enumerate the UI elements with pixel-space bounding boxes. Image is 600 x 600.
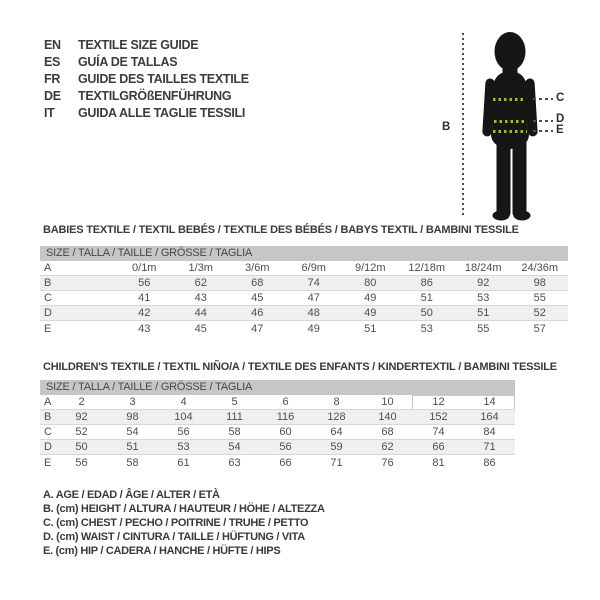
value-cell: 57 <box>533 322 546 335</box>
children-section-title: CHILDREN'S TEXTILE / TEXTIL NIÑO/A / TEXTILE DES ENFANTS / KINDERTEXTIL / BAMBINI TESSILE <box>43 361 557 373</box>
row-label: B <box>44 277 52 289</box>
value-cell: 92 <box>75 411 88 423</box>
size-header-row: SIZE / TALLA / TAILLE / GRÖSSE / TAGLIA <box>40 380 515 395</box>
value-cell: 52 <box>75 426 88 438</box>
size-cell: 0/1m <box>132 262 157 274</box>
table-row-a <box>40 395 515 410</box>
legend-line-d: D. (cm) WAIST / CINTURA / TAILLE / HÜFTUNG / VITA <box>43 531 305 543</box>
waist-leader-dashes <box>533 120 553 122</box>
row-label: C <box>44 426 52 438</box>
legend-line-e: E. (cm) HIP / CADERA / HANCHE / HÜFTE / HIPS <box>43 545 281 557</box>
value-cell: 104 <box>174 411 193 423</box>
value-cell: 59 <box>330 441 343 453</box>
value-cell: 74 <box>432 426 445 438</box>
babies-size-table <box>40 246 568 336</box>
value-cell: 98 <box>533 277 546 289</box>
language-row-de <box>44 88 249 105</box>
value-cell: 164 <box>480 411 499 423</box>
language-code: ES <box>44 55 61 69</box>
size-cell: 1/3m <box>188 262 213 274</box>
value-cell: 116 <box>276 411 295 423</box>
value-cell: 43 <box>138 322 151 335</box>
value-cell: 56 <box>279 441 292 453</box>
table-row-d <box>40 306 568 321</box>
child-measurement-figure <box>430 10 600 235</box>
table-row-e <box>40 455 515 470</box>
language-label: GUIDA ALLE TAGLIE TESSILI <box>78 106 246 120</box>
value-cell: 80 <box>364 277 377 289</box>
size-cell: 6/9m <box>301 262 326 274</box>
row-label: E <box>44 322 52 335</box>
value-cell: 64 <box>330 426 343 438</box>
table-row-a <box>40 261 568 276</box>
legend-line-c: C. (cm) CHEST / PECHO / POITRINE / TRUHE / PETTO <box>43 517 309 529</box>
size-cell: 2 <box>78 396 85 408</box>
size-cell: 12 <box>432 396 445 408</box>
row-label: D <box>44 441 52 453</box>
chest-leader-dashes <box>533 98 553 100</box>
value-cell: 60 <box>279 426 292 438</box>
size-header-row: SIZE / TALLA / TAILLE / GRÖSSE / TAGLIA <box>40 246 568 261</box>
children-size-table <box>40 380 515 470</box>
value-cell: 51 <box>420 292 433 304</box>
value-cell: 128 <box>327 411 346 423</box>
value-cell: 53 <box>420 322 433 335</box>
row-label: B <box>44 411 52 423</box>
language-row-es <box>44 54 249 71</box>
value-cell: 49 <box>364 307 377 319</box>
legend-line-a: A. AGE / EDAD / ÂGE / ALTER / ETÀ <box>43 489 220 501</box>
chest-measure-dashed-line <box>493 98 524 101</box>
value-cell: 92 <box>477 277 490 289</box>
value-cell: 81 <box>432 456 445 469</box>
language-label: TEXTILE SIZE GUIDE <box>78 38 199 52</box>
value-cell: 66 <box>432 441 445 453</box>
value-cell: 54 <box>126 426 139 438</box>
value-cell: 45 <box>251 292 264 304</box>
value-cell: 63 <box>228 456 241 469</box>
language-code: EN <box>44 38 61 52</box>
size-cell: 4 <box>180 396 187 408</box>
table-row-c <box>40 425 515 440</box>
size-cell: 5 <box>231 396 238 408</box>
value-cell: 61 <box>177 456 190 469</box>
measure-legend <box>43 488 325 558</box>
language-row-it <box>44 105 249 122</box>
hip-measure-dashed-line <box>493 130 527 133</box>
value-cell: 55 <box>533 292 546 304</box>
size-cell: 3/6m <box>245 262 270 274</box>
value-cell: 47 <box>307 292 320 304</box>
legend-line-b: B. (cm) HEIGHT / ALTURA / HAUTEUR / HÖHE / ALTEZZA <box>43 503 325 515</box>
row-label: D <box>44 307 52 319</box>
value-cell: 53 <box>477 292 490 304</box>
value-cell: 66 <box>279 456 292 469</box>
size-cell: 6 <box>282 396 289 408</box>
table-row-b <box>40 276 568 291</box>
value-cell: 86 <box>483 456 496 469</box>
language-list <box>44 37 249 122</box>
value-cell: 58 <box>228 426 241 438</box>
value-cell: 71 <box>483 441 496 453</box>
table-row-e <box>40 321 568 336</box>
size-cell: 3 <box>129 396 136 408</box>
value-cell: 49 <box>364 292 377 304</box>
value-cell: 74 <box>307 277 320 289</box>
size-cell: 10 <box>381 396 394 408</box>
table-row-b <box>40 410 515 425</box>
value-cell: 52 <box>533 307 546 319</box>
value-cell: 53 <box>177 441 190 453</box>
value-cell: 55 <box>477 322 490 335</box>
row-label: C <box>44 292 52 304</box>
value-cell: 50 <box>420 307 433 319</box>
value-cell: 56 <box>177 426 190 438</box>
value-cell: 62 <box>381 441 394 453</box>
measure-label-b: B <box>442 121 451 133</box>
size-cell: 9/12m <box>354 262 386 274</box>
value-cell: 140 <box>378 411 397 423</box>
value-cell: 71 <box>330 456 343 469</box>
value-cell: 84 <box>483 426 496 438</box>
value-cell: 46 <box>251 307 264 319</box>
value-cell: 43 <box>194 292 207 304</box>
table-row-c <box>40 291 568 306</box>
measure-label-c: C <box>556 92 565 104</box>
value-cell: 68 <box>381 426 394 438</box>
table-row-d <box>40 440 515 455</box>
language-row-fr <box>44 71 249 88</box>
value-cell: 48 <box>307 307 320 319</box>
size-cell: 18/24m <box>464 262 502 274</box>
measure-label-d: D <box>556 113 565 125</box>
value-cell: 44 <box>194 307 207 319</box>
measure-label-e: E <box>556 124 564 136</box>
value-cell: 56 <box>138 277 151 289</box>
value-cell: 152 <box>429 411 448 423</box>
language-code: FR <box>44 72 61 86</box>
size-cell: 8 <box>333 396 340 408</box>
value-cell: 49 <box>307 322 320 335</box>
value-cell: 47 <box>251 322 264 335</box>
language-label: GUÍA DE TALLAS <box>78 55 178 69</box>
value-cell: 51 <box>126 441 139 453</box>
language-label: GUIDE DES TAILLES TEXTILE <box>78 72 249 86</box>
row-label: A <box>44 396 52 408</box>
row-label: E <box>44 456 52 469</box>
value-cell: 42 <box>138 307 151 319</box>
language-row-en <box>44 37 249 54</box>
value-cell: 111 <box>226 411 243 423</box>
size-cell: 12/18m <box>408 262 446 274</box>
value-cell: 51 <box>477 307 490 319</box>
value-cell: 98 <box>126 411 139 423</box>
hip-leader-dashes <box>533 130 553 132</box>
row-label: A <box>44 262 52 274</box>
language-label: TEXTILGRÖßENFÜHRUNG <box>78 89 232 103</box>
value-cell: 56 <box>75 456 88 469</box>
size-cell: 24/36m <box>521 262 559 274</box>
size-cell: 14 <box>483 396 496 408</box>
height-measure-dotted-line <box>462 33 464 217</box>
value-cell: 45 <box>194 322 207 335</box>
value-cell: 54 <box>228 441 241 453</box>
value-cell: 68 <box>251 277 264 289</box>
value-cell: 58 <box>126 456 139 469</box>
language-code: DE <box>44 89 61 103</box>
babies-section-title: BABIES TEXTILE / TEXTIL BEBÉS / TEXTILE DES BÉBÉS / BABYS TEXTIL / BAMBINI TESSILE <box>43 224 519 236</box>
value-cell: 51 <box>364 322 377 335</box>
value-cell: 62 <box>194 277 207 289</box>
value-cell: 76 <box>381 456 394 469</box>
value-cell: 50 <box>75 441 88 453</box>
language-code: IT <box>44 106 55 120</box>
value-cell: 86 <box>420 277 433 289</box>
waist-measure-dashed-line <box>494 120 526 123</box>
value-cell: 41 <box>138 292 151 304</box>
